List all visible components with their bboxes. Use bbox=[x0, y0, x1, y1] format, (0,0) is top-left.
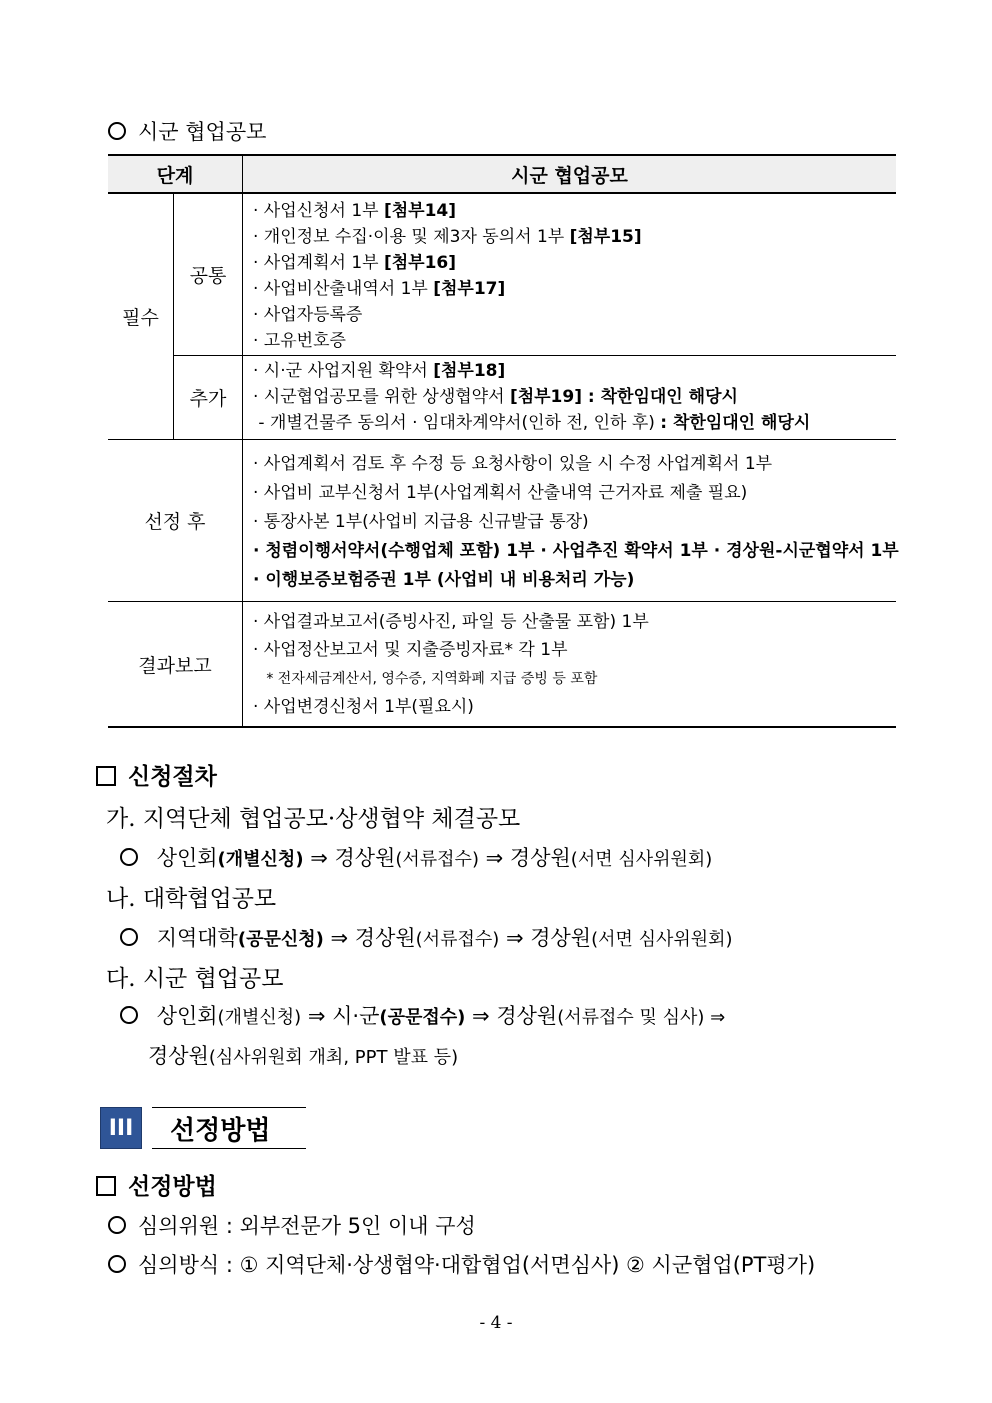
flow-segment: (공문신청) bbox=[237, 929, 324, 950]
table-item-line bbox=[253, 608, 896, 636]
table-item-line bbox=[253, 636, 896, 664]
page-number: - 4 - bbox=[479, 1313, 513, 1333]
table-item-text: · 사업계획서 검토 후 수정 등 요청사항이 있을 시 수정 사업계획서 1부 bbox=[253, 454, 773, 474]
table-item-line bbox=[253, 450, 896, 479]
table-item-text: · 사업변경신청서 1부(필요시) bbox=[253, 697, 474, 717]
table-item-line bbox=[253, 276, 896, 302]
intro-heading: 시군 협업공모 bbox=[108, 116, 266, 146]
table-item-line bbox=[253, 693, 896, 721]
section-number-box: III bbox=[100, 1107, 142, 1149]
requirements-table bbox=[108, 154, 899, 728]
substage-cell-additional: 추가 bbox=[174, 356, 243, 440]
table-item-text: : 착한임대인 해당시 bbox=[660, 413, 811, 433]
circle-bullet-icon bbox=[108, 1255, 126, 1273]
table-item-text: [첨부17] bbox=[433, 279, 506, 299]
table-item-text: · 시군협업공모를 위한 상생협약서 bbox=[253, 387, 510, 407]
table-item-text: · 사업계획서 1부 bbox=[253, 253, 384, 273]
content-cell-after-selection bbox=[243, 440, 899, 602]
flow-segment: (서류접수 및 심사) ⇒ bbox=[557, 1007, 726, 1028]
procedure-flow-a bbox=[120, 842, 712, 872]
flow-segment: ⇒ 경상원 bbox=[478, 846, 571, 870]
table-item-line bbox=[253, 302, 896, 328]
table-item-line bbox=[253, 537, 899, 566]
table-item-line bbox=[253, 410, 896, 436]
flow-segment: (개별신청) bbox=[217, 849, 304, 870]
flow-segment: (개별신청) bbox=[217, 1007, 302, 1028]
flow-segment: ⇒ 경상원 bbox=[465, 1004, 558, 1028]
substage-cell-common: 공통 bbox=[174, 194, 243, 356]
table-item-text: [첨부18] bbox=[433, 361, 506, 381]
table-item-text: [첨부14] bbox=[383, 201, 457, 221]
procedure-section-a-title: 가. 지역단체 협업공모·상생협약 체결공모 bbox=[106, 806, 521, 832]
flow-segment: (서류접수) bbox=[395, 849, 479, 870]
table-item-text: · 청렴이행서약서(수행업체 포함) 1부 · 사업추진 확약서 1부 · 경상원-시군협약서 1부 bbox=[253, 541, 899, 561]
table-item-text: · 고유번호증 bbox=[253, 331, 346, 351]
flow-segment: ⇒ 경상원 bbox=[323, 926, 416, 950]
square-bullet-icon bbox=[96, 1176, 116, 1196]
circle-bullet-icon bbox=[120, 848, 138, 866]
table-item-line bbox=[253, 566, 896, 595]
flow-segment: 지역대학 bbox=[156, 926, 238, 950]
square-bullet-icon bbox=[96, 766, 116, 786]
flow-segment: (심사위원회 개최, PPT 발표 등) bbox=[208, 1047, 459, 1068]
table-item-text: * 전자세금계산서, 영수증, 지역화폐 지급 증빙 등 포함 bbox=[253, 671, 598, 687]
selection-item-method: 심의방식 : ① 지역단체·상생협약·대합협업(서면심사) ② 시군협업(PT평가) bbox=[108, 1249, 815, 1279]
table-item-line bbox=[253, 328, 896, 354]
circle-bullet-icon bbox=[108, 1216, 126, 1234]
table-item-text: · 사업자등록증 bbox=[253, 305, 363, 325]
flow-segment: ⇒ 시·군 bbox=[301, 1004, 380, 1028]
selection-method-heading: 선정방법 bbox=[96, 1168, 217, 1201]
table-header-content: 시군 협업공모 bbox=[243, 154, 896, 194]
stage-cell-after-selection: 선정 후 bbox=[108, 440, 243, 602]
content-cell-additional bbox=[243, 356, 896, 440]
table-item-line bbox=[253, 358, 896, 384]
flow-segment: (서류접수) bbox=[415, 929, 500, 950]
table-item-line bbox=[253, 224, 896, 250]
flow-segment: (서면 심사위원회) bbox=[591, 929, 733, 950]
table-item-text: · 이행보증보험증권 1부 (사업비 내 비용처리 가능) bbox=[253, 570, 635, 590]
content-cell-result-report bbox=[243, 602, 896, 728]
table-item-text: · 사업신청서 1부 bbox=[253, 201, 384, 221]
procedure-section-c-title: 다. 시군 협업공모 bbox=[106, 966, 284, 992]
table-item-text: - 개별건물주 동의서 · 임대차계약서(인하 전, 인하 후) bbox=[253, 413, 661, 433]
procedure-flow-b bbox=[120, 922, 733, 952]
table-item-text: · 통장사본 1부(사업비 지급용 신규발급 통장) bbox=[253, 512, 589, 532]
procedure-flow-c bbox=[120, 1000, 725, 1030]
content-cell-common bbox=[243, 194, 896, 356]
table-item-text: · 개인정보 수집·이용 및 제3자 동의서 1부 bbox=[253, 227, 570, 247]
circle-bullet-icon bbox=[120, 928, 138, 946]
table-item-text: · 시·군 사업지원 확약서 bbox=[253, 361, 434, 381]
flow-segment: ⇒ 경상원 bbox=[303, 846, 396, 870]
table-item-text: · 사업결과보고서(증빙사진, 파일 등 산출물 포함) 1부 bbox=[253, 612, 649, 632]
table-item-text: · 사업정산보고서 및 지출증빙자료* 각 1부 bbox=[253, 640, 568, 660]
table-item-line bbox=[253, 198, 896, 224]
table-item-line bbox=[253, 384, 896, 410]
flow-segment: 경상원 bbox=[148, 1044, 209, 1068]
flow-segment: (공문접수) bbox=[379, 1007, 466, 1028]
table-item-line bbox=[253, 250, 896, 276]
table-item-text: [첨부15] bbox=[569, 227, 642, 247]
table-item-line bbox=[253, 479, 896, 508]
circle-bullet-icon bbox=[120, 1006, 138, 1024]
flow-segment: (서면 심사위원회) bbox=[570, 849, 713, 870]
stage-cell-result-report: 결과보고 bbox=[108, 602, 243, 728]
procedure-flow-c-continued bbox=[148, 1040, 458, 1070]
selection-item-committee: 심의위원 : 외부전문가 5인 이내 구성 bbox=[108, 1210, 476, 1240]
stage-cell-required: 필수 bbox=[108, 194, 174, 440]
table-item-text: [첨부16] bbox=[383, 253, 457, 273]
table-item-text: [첨부19] : 착한임대인 해당시 bbox=[509, 387, 738, 407]
table-item-text: · 사업비 교부신청서 1부(사업계획서 산출내역 근거자료 제출 필요) bbox=[253, 483, 748, 503]
flow-segment: 상인회 bbox=[156, 1004, 218, 1028]
procedure-heading: 신청절차 bbox=[96, 758, 217, 791]
table-item-line bbox=[253, 664, 896, 693]
circle-bullet-icon bbox=[108, 122, 126, 140]
section-title: 선정방법 bbox=[152, 1107, 306, 1149]
table-header-stage: 단계 bbox=[108, 154, 243, 194]
procedure-section-b-title: 나. 대학협업공모 bbox=[106, 886, 277, 912]
table-item-text: · 사업비산출내역서 1부 bbox=[253, 279, 434, 299]
flow-segment: 상인회 bbox=[156, 846, 218, 870]
flow-segment: ⇒ 경상원 bbox=[499, 926, 592, 950]
table-item-line bbox=[253, 508, 896, 537]
